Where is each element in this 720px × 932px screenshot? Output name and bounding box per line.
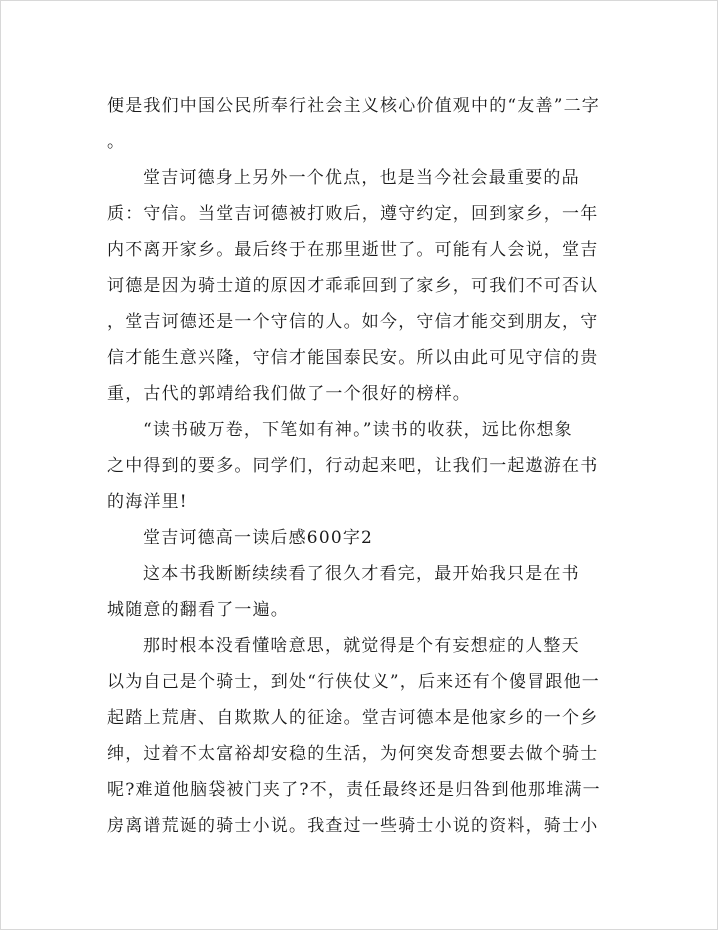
text-line: 这本书我断断续续看了很久才看完，最开始我只是在书 [143, 564, 580, 584]
text-line: 信才能生意兴隆，守信才能国泰民安。所以由此可见守信的贵 [107, 348, 599, 368]
text-line: 绅，过着不太富裕却安稳的生活，为何突发奇想要去做个骑士 [107, 744, 599, 764]
section-heading: 堂吉诃德高一读后感600字2 [143, 528, 374, 548]
text-line: ，堂吉诃德还是一个守信的人。如今，守信才能交到朋友，守 [107, 312, 599, 332]
text-line: “读书破万卷，下笔如有神。”读书的收获，远比你想象 [143, 420, 573, 440]
text-line: 以为自己是个骑士，到处“行侠仗义”，后来还有个傻冒跟他一 [107, 672, 600, 692]
text-line: 内不离开家乡。最后终于在那里逝世了。可能有人会说，堂吉 [107, 240, 599, 260]
text-line: 房离谱荒诞的骑士小说。我查过一些骑士小说的资料，骑士小 [107, 816, 599, 836]
text-line: 城随意的翻看了一遍。 [107, 600, 289, 620]
text-line: 便是我们中国公民所奉行社会主义核心价值观中的“友善”二字 [107, 96, 600, 116]
text-line: 。 [107, 132, 126, 152]
text-line: 起踏上荒唐、自欺欺人的征途。堂吉诃德本是他家乡的一个乡 [107, 708, 599, 728]
text-line: 堂吉诃德身上另外一个优点，也是当今社会最重要的品 [143, 168, 580, 188]
text-line: 呢?难道他脑袋被门夹了?不，责任最终还是归咎到他那堆满一 [107, 780, 601, 800]
text-line: 之中得到的要多。同学们，行动起来吧，让我们一起遨游在书 [107, 456, 599, 476]
text-line: 诃德是因为骑士道的原因才乖乖回到了家乡，可我们不可否认 [107, 276, 599, 296]
text-line: 那时根本没看懂啥意思，就觉得是个有妄想症的人整天 [143, 636, 580, 656]
text-line: 重，古代的郭靖给我们做了一个很好的榜样。 [107, 384, 471, 404]
text-line: 的海洋里! [107, 492, 188, 512]
body-text [107, 88, 617, 844]
text-line: 质：守信。当堂吉诃德被打败后，遵守约定，回到家乡，一年 [107, 204, 599, 224]
